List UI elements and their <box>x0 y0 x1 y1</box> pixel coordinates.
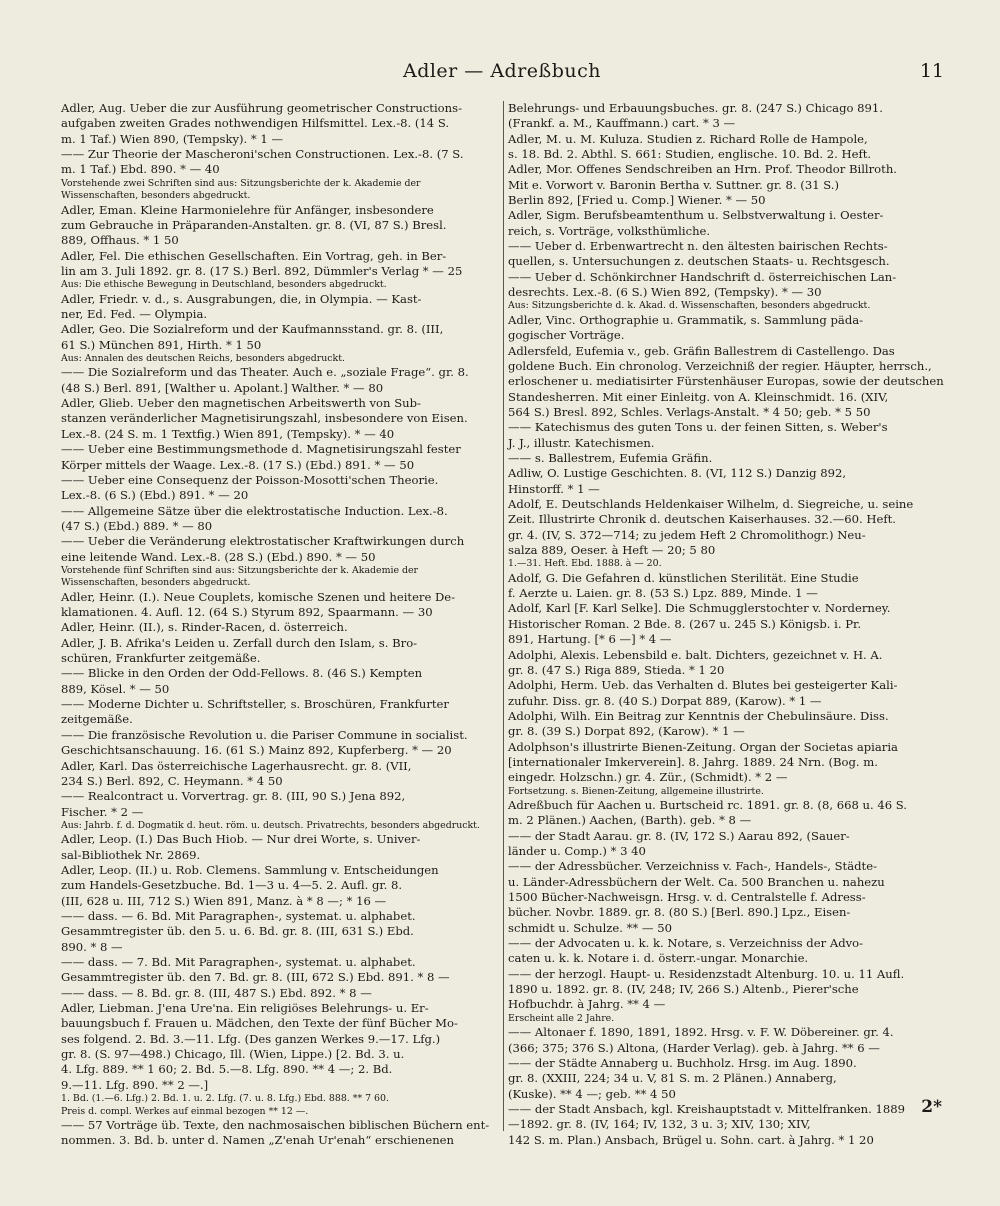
column-divider <box>503 101 504 1131</box>
text-line: [internationaler Imkerverein]. 8. Jahrg. 1889. 24 Nrn. (Bog. m. <box>508 754 878 769</box>
text-line: Historischer Roman. 2 Bde. 8. (267 u. 245 S.) Königsb. i. Pr. <box>508 616 862 631</box>
text-line: nommen. 3. Bd. b. unter d. Namen „Z'enah Ur'enah“ erschienenen <box>61 1133 454 1148</box>
text-line: —— der Advocaten u. k. k. Notare, s. Verzeichniss der Advo- <box>508 936 864 951</box>
page-number: 11 <box>919 60 944 82</box>
text-line: gr. 8. (47 S.) Riga 889, Stieda. * 1 20 <box>508 662 725 677</box>
text-line: Geschichtsanschauung. 16. (61 S.) Mainz 892, Kupferberg. * — 20 <box>61 743 452 758</box>
text-line: zeitgemäße. <box>61 712 133 727</box>
text-line: Zeit. Illustrirte Chronik d. deutschen Kaiserhauses. 32.—60. Heft. <box>508 512 896 527</box>
text-line: Erscheint alle 2 Jahre. <box>508 1012 615 1024</box>
text-line: Adler, Liebman. J'ena Ure'na. Ein religiöses Belehrungs- u. Er- <box>61 1001 429 1016</box>
text-line: 889, Kösel. * — 50 <box>61 681 170 696</box>
text-line: —— Die Sozialreform und das Theater. Auch e. „soziale Frage“. gr. 8. <box>61 365 469 380</box>
text-line: gr. 8. (S. 97—498.) Chicago, Ill. (Wien, Lippe.) [2. Bd. 3. u. <box>61 1047 405 1062</box>
left-column <box>61 101 498 1149</box>
text-line: —— der Stadt Aarau. gr. 8. (IV, 172 S.) Aarau 892, (Sauer- <box>508 828 850 843</box>
text-line: —— dass. — 8. Bd. gr. 8. (III, 487 S.) Ebd. 892. * 8 — <box>61 985 372 1000</box>
text-line: —— dass. — 6. Bd. Mit Paragraphen-, systemat. u. alphabet. <box>61 909 416 923</box>
text-line: reich, s. Vorträge, volksthümliche. <box>508 223 711 238</box>
text-line: schmidt u. Schulze. ** — 50 <box>508 920 672 935</box>
text-line: Wissenschaften, besonders abgedruckt. <box>61 190 251 202</box>
text-line: J. J., illustr. Katechismen. <box>508 435 655 450</box>
text-line: —— Allgemeine Sätze über die elektrostatische Induction. Lex.-8. <box>61 503 448 518</box>
text-line: —— Ueber eine Bestimmungsmethode d. Magnetisirungszahl fester <box>61 442 461 457</box>
text-line: Adler, Fel. Die ethischen Gesellschaften. Ein Vortrag, geh. in Ber- <box>61 248 447 263</box>
text-line: Lex.-8. (6 S.) (Ebd.) 891. * — 20 <box>61 488 249 503</box>
text-line: ses folgend. 2. Bd. 3.—11. Lfg. (Des ganzen Werkes 9.—17. Lfg.) <box>61 1031 441 1046</box>
signature-mark: 2* <box>921 1097 942 1117</box>
text-line: bauungsbuch f. Frauen u. Mädchen, den Texte der fünf Bücher Mo- <box>61 1016 458 1031</box>
text-line: Adreßbuch für Aachen u. Burtscheid rc. 1891. gr. 8. (8, 668 u. 46 S. <box>508 798 907 812</box>
text-line: —— Realcontract u. Vorvertrag. gr. 8. (III, 90 S.) Jena 892, <box>61 789 406 804</box>
text-line: Adler, Sigm. Berufsbeamtenthum u. Selbstverwaltung i. Oester- <box>508 208 884 223</box>
text-line: —— der Adressbücher. Verzeichniss v. Fach-, Handels-, Städte- <box>508 859 877 874</box>
text-line: eingedr. Holzschn.) gr. 4. Zür., (Schmidt). * 2 — <box>508 770 788 785</box>
text-line: sal-Bibliothek Nr. 2869. <box>61 847 201 862</box>
text-line: Adolf, G. Die Gefahren d. künstlichen Sterilität. Eine Studie <box>508 570 859 585</box>
text-line: —1892. gr. 8. (IV, 164; IV, 132, 3 u. 3; XIV, 130; XIV, <box>508 1117 811 1132</box>
text-line: Adolf, E. Deutschlands Heldenkaiser Wilhelm, d. Siegreiche, u. seine <box>508 497 914 511</box>
text-line: —— der Stadt Ansbach, kgl. Kreishauptstadt v. Mittelfranken. 1889 <box>508 1101 906 1116</box>
text-line: u. Länder-Adressbüchern der Welt. Ca. 500 Branchen u. nahezu <box>508 874 885 889</box>
text-line: m. 1 Taf.) Ebd. 890. * — 40 <box>61 162 220 177</box>
text-line: (Frankf. a. M., Kauffmann.) cart. * 3 — <box>508 116 736 131</box>
text-line: Fortsetzung. s. Bienen-Zeitung, allgemeine illustrirte. <box>508 785 764 797</box>
text-line: s. 18. Bd. 2. Abthl. S. 661: Studien, englische. 10. Bd. 2. Heft. <box>508 147 872 162</box>
text-line: länder u. Comp.) * 3 40 <box>508 844 646 859</box>
text-line: 1.—31. Heft. Ebd. 1888. à — 20. <box>508 558 662 570</box>
text-line: Adler, Geo. Die Sozialreform und der Kaufmannsstand. gr. 8. (III, <box>61 322 444 337</box>
text-line: (III, 628 u. III, 712 S.) Wien 891, Manz. à * 8 —; * 16 — <box>61 893 387 908</box>
text-line: zufuhr. Diss. gr. 8. (40 S.) Dorpat 889, (Karow). * 1 — <box>508 693 822 708</box>
text-line: Berlin 892, [Fried u. Comp.] Wiener. * — 50 <box>508 193 766 208</box>
text-line: gr. 8. (39 S.) Dorpat 892, (Karow). * 1 — <box>508 724 745 739</box>
text-line: Adler, Vinc. Orthographie u. Grammatik, s. Sammlung päda- <box>508 312 864 327</box>
text-line: aufgaben zweiten Grades nothwendigen Hilfsmittel. Lex.-8. (14 S. <box>61 116 450 131</box>
text-line: schüren, Frankfurter zeitgemäße. <box>61 651 261 666</box>
text-line: Körper mittels der Waage. Lex.-8. (17 S.) (Ebd.) 891. * — 50 <box>61 457 415 472</box>
text-line: Vorstehende fünf Schriften sind aus: Sitzungsberichte der k. Akademie der <box>61 564 419 576</box>
text-line: Mit e. Vorwort v. Baronin Bertha v. Suttner. gr. 8. (31 S.) <box>508 177 839 192</box>
text-line: gogischer Vorträge. <box>508 328 625 343</box>
text-line: —— der Städte Annaberg u. Buchholz. Hrsg. im Aug. 1890. <box>508 1055 857 1070</box>
text-line: Lex.-8. (24 S. m. 1 Textfig.) Wien 891, (Tempsky). * — 40 <box>61 426 395 441</box>
text-line: ner, Ed. Fed. — Olympia. <box>61 307 208 321</box>
text-line: caten u. k. k. Notare i. d. österr.-ungar. Monarchie. <box>508 951 809 966</box>
text-line: —— Moderne Dichter u. Schriftsteller, s. Broschüren, Frankfurter <box>61 697 449 712</box>
text-line: m. 2 Plänen.) Aachen, (Barth). geb. * 8 — <box>508 813 752 828</box>
text-line: Adolphi, Herm. Ueb. das Verhalten d. Blutes bei gesteigerter Kali- <box>508 678 898 693</box>
text-line: Adlersfeld, Eufemia v., geb. Gräfin Ballestrem di Castellengo. Das <box>508 343 895 358</box>
text-line: Adler, Heinr. (I.). Neue Couplets, komische Szenen und heitere De- <box>61 589 456 604</box>
text-line: Adler, Aug. Ueber die zur Ausführung geometrischer Constructions- <box>61 101 462 115</box>
text-line: 564 S.) Bresl. 892, Schles. Verlags-Anstalt. * 4 50; geb. * 5 50 <box>508 404 871 419</box>
text-line: Adolphi, Wilh. Ein Beitrag zur Kenntnis der Chebulinsäure. Diss. <box>508 708 889 723</box>
text-line: 61 S.) München 891, Hirth. * 1 50 <box>61 337 262 352</box>
text-line: —— s. Ballestrem, Eufemia Gräfin. <box>508 450 713 465</box>
text-line: stanzen veränderlicher Magnetisirungszahl, insbesondere von Eisen. <box>61 411 468 426</box>
text-line: 1500 Bücher-Nachweisgn. Hrsg. v. d. Centralstelle f. Adress- <box>508 890 866 905</box>
text-line: gr. 4. (IV, S. 372—714; zu jedem Heft 2 Chromolithogr.) Neu- <box>508 527 866 542</box>
text-line: —— Katechismus des guten Tons u. der feinen Sitten, s. Weber's <box>508 420 888 435</box>
text-line: goldene Buch. Ein chronolog. Verzeichniß der regier. Häupter, herrsch., <box>508 358 932 373</box>
text-line: 891, Hartung. [* 6 —] * 4 — <box>508 632 672 647</box>
text-line: Hofbuchdr. à Jahrg. ** 4 — <box>508 997 666 1012</box>
text-line: 4. Lfg. 889. ** 1 60; 2. Bd. 5.—8. Lfg. 890. ** 4 —; 2. Bd. <box>61 1062 393 1077</box>
text-line: 142 S. m. Plan.) Ansbach, Brügel u. Sohn. cart. à Jahrg. * 1 20 <box>508 1132 874 1147</box>
text-line: Aus: Die ethische Bewegung in Deutschland, besonders abgedruckt. <box>61 279 387 291</box>
text-line: —— Ueber d. Erbenwartrecht n. den ältesten bairischen Rechts- <box>508 239 888 254</box>
text-line: —— 57 Vorträge üb. Texte, den nachmosaischen biblischen Büchern ent- <box>61 1117 490 1132</box>
text-line: m. 1 Taf.) Wien 890, (Tempsky). * 1 — <box>61 131 284 146</box>
text-line: Adler, Mor. Offenes Sendschreiben an Hrn. Prof. Theodor Billroth. <box>508 162 897 177</box>
text-line: Gesammtregister üb. den 7. Bd. gr. 8. (III, 672 S.) Ebd. 891. * 8 — <box>61 970 450 985</box>
text-line: Wissenschaften, besonders abgedruckt. <box>61 577 251 589</box>
text-line: Adler, Glieb. Ueber den magnetischen Arbeitswerth von Sub- <box>61 396 421 411</box>
text-line: Vorstehende zwei Schriften sind aus: Sitzungsberichte der k. Akademie der <box>61 177 421 189</box>
text-line: Adler, Eman. Kleine Harmonielehre für Anfänger, insbesondere <box>61 202 434 217</box>
text-line: Adler, J. B. Afrika's Leiden u. Zerfall durch den Islam, s. Bro- <box>61 635 418 650</box>
text-line: Aus: Sitzungsberichte d. k. Akad. d. Wissenschaften, besonders abgedruckt. <box>508 300 871 312</box>
text-line: Adler, Leop. (II.) u. Rob. Clemens. Sammlung v. Entscheidungen <box>61 862 439 877</box>
text-line: Adolphson's illustrirte Bienen-Zeitung. Organ der Societas apiaria <box>508 739 898 754</box>
text-line: Standesherren. Mit einer Einleitg. von A. Kleinschmidt. 16. (XIV, <box>508 389 889 404</box>
text-line: Adler, Karl. Das österreichische Lagerhausrecht. gr. 8. (VII, <box>61 758 412 773</box>
text-line: 889, Offhaus. * 1 50 <box>61 233 179 248</box>
text-line: Belehrungs- und Erbauungsbuches. gr. 8. (247 S.) Chicago 891. <box>508 101 883 115</box>
text-line: Adolf, Karl [F. Karl Selke]. Die Schmugglerstochter v. Norderney. <box>508 601 891 616</box>
text-line: erloschener u. mediatisirter Fürstenhäuser Europas, sowie der deutschen <box>508 374 944 389</box>
text-line: (48 S.) Berl. 891, [Walther u. Apolant.] Walther. * — 80 <box>61 380 384 395</box>
text-line: f. Aerzte u. Laien. gr. 8. (53 S.) Lpz. 889, Minde. 1 — <box>508 586 818 601</box>
text-line: quellen, s. Untersuchungen z. deutschen Staats- u. Rechtsgesch. <box>508 254 890 269</box>
text-line: Adolphi, Alexis. Lebensbild e. balt. Dichters, gezeichnet v. H. A. <box>508 647 883 662</box>
text-line: —— Ueber d. Schönkirchner Handschrift d. österreichischen Lan- <box>508 269 897 284</box>
text-line: —— Blicke in den Orden der Odd-Fellows. 8. (46 S.) Kempten <box>61 666 423 681</box>
text-line: (366; 375; 376 S.) Altona, (Harder Verlag). geb. à Jahrg. ** 6 — <box>508 1040 880 1055</box>
text-line: klamationen. 4. Aufl. 12. (64 S.) Styrum 892, Spaarmann. — 30 <box>61 605 433 620</box>
text-line: Fischer. * 2 — <box>61 804 144 819</box>
text-line: —— Ueber eine Consequenz der Poisson-Mosotti'schen Theorie. <box>61 472 439 487</box>
text-line: Aus: Jahrb. f. d. Dogmatik d. heut. röm. u. deutsch. Privatrechts, besonders abgedruckt. <box>61 819 480 831</box>
text-line: 1890 u. 1892. gr. 8. (IV, 248; IV, 266 S.) Altenb., Pierer'sche <box>508 982 859 997</box>
text-line: Adler, Friedr. v. d., s. Ausgrabungen, die, in Olympia. — Kast- <box>61 291 422 306</box>
text-line: (Kuske). ** 4 —; geb. ** 4 50 <box>508 1086 676 1101</box>
text-line: —— Zur Theorie der Mascheroni'schen Constructionen. Lex.-8. (7 S. <box>61 147 464 162</box>
text-line: —— Altonaer f. 1890, 1891, 1892. Hrsg. v. F. W. Döbereiner. gr. 4. <box>508 1025 894 1040</box>
text-line: gr. 8. (XXIII, 224; 34 u. V, 81 S. m. 2 Plänen.) Annaberg, <box>508 1071 837 1086</box>
text-line: Hinstorff. * 1 — <box>508 481 600 496</box>
text-line: (47 S.) (Ebd.) 889. * — 80 <box>61 518 213 533</box>
text-line: 1. Bd. (1.—6. Lfg.) 2. Bd. 1. u. 2. Lfg. (7. u. 8. Lfg.) Ebd. 888. ** 7 60. <box>61 1093 389 1105</box>
text-line: Gesammtregister üb. den 5. u. 6. Bd. gr. 8. (III, 631 S.) Ebd. <box>61 924 414 939</box>
text-line: 890. * 8 — <box>61 939 123 954</box>
text-line: —— Ueber die Veränderung elektrostatischer Kraftwirkungen durch <box>61 534 465 549</box>
text-line: —— der herzogl. Haupt- u. Residenzstadt Altenburg. 10. u. 11 Aufl. <box>508 966 905 981</box>
text-line: salza 889, Oeser. à Heft — 20; 5 80 <box>508 543 716 558</box>
text-line: Aus: Annalen des deutschen Reichs, besonders abgedruckt. <box>61 353 345 365</box>
text-line: eine leitende Wand. Lex.-8. (28 S.) (Ebd.) 890. * — 50 <box>61 549 376 564</box>
text-line: Adler, M. u. M. Kuluza. Studien z. Richard Rolle de Hampole, <box>508 131 868 146</box>
text-line: zum Handels-Gesetzbuche. Bd. 1—3 u. 4—5. 2. Aufl. gr. 8. <box>61 878 403 893</box>
running-title: Adler — Adreßbuch <box>402 60 602 82</box>
page-header <box>60 60 944 90</box>
text-line: —— dass. — 7. Bd. Mit Paragraphen-, systemat. u. alphabet. <box>61 955 416 970</box>
text-line: lin am 3. Juli 1892. gr. 8. (17 S.) Berl. 892, Dümmler's Verlag * — 25 <box>61 263 463 278</box>
text-line: zum Gebrauche in Präparanden-Anstalten. gr. 8. (VI, 87 S.) Bresl. <box>61 217 447 232</box>
right-column <box>508 101 944 1148</box>
text-line: —— Die französische Revolution u. die Pariser Commune in socialist. <box>61 727 468 742</box>
text-line: 9.—11. Lfg. 890. ** 2 —.] <box>61 1077 209 1092</box>
text-line: Adler, Leop. (I.) Das Buch Hiob. — Nur drei Worte, s. Univer- <box>61 832 421 847</box>
text-line: Adler, Heinr. (II.), s. Rinder-Racen, d. österreich. <box>61 620 348 635</box>
text-line: desrechts. Lex.-8. (6 S.) Wien 892, (Tempsky). * — 30 <box>508 285 822 300</box>
text-line: Adliw, O. Lustige Geschichten. 8. (VI, 112 S.) Danzig 892, <box>508 466 847 481</box>
text-line: Preis d. compl. Werkes auf einmal bezogen ** 12 —. <box>61 1105 309 1117</box>
text-line: 234 S.) Berl. 892, C. Heymann. * 4 50 <box>61 773 283 788</box>
text-line: bücher. Novbr. 1889. gr. 8. (80 S.) [Berl. 890.] Lpz., Eisen- <box>508 905 851 920</box>
